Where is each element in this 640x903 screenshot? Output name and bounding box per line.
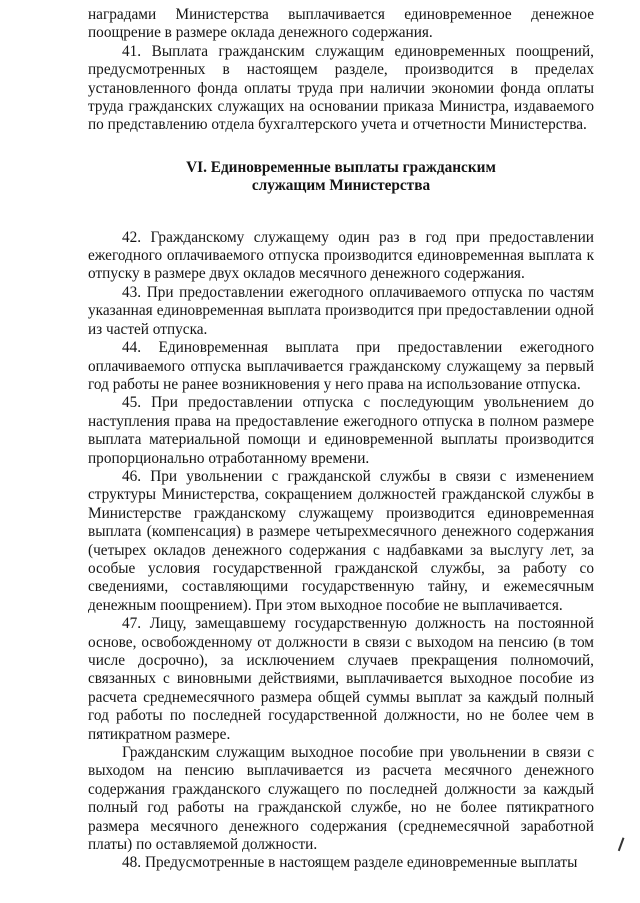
paragraph-47: 47. Лицу, замещавшему государственную должность на постоянной основе, освобожденному от должности в связи с выходом на пенсию (в том числе досрочно), за исключением случаев прекращения полномочий, связанных с виновными действиями, выплачивается выходное пособие из расчета среднемесячного размера общей суммы выплат за каждый полный год работы по последней государственной должности, но не более чем в пятикратном размере.: [88, 615, 594, 743]
paragraph-41: 41. Выплата гражданским служащим единовременных поощрений, предусмотренных в настоящем разделе, производится в пределах установленного фонда оплаты труда при наличии экономии фонда оплаты труда гражданских служащих на основании приказа Министра, издаваемого по представлению отдела бухгалтерского учета и отчетности Министерства.: [88, 42, 594, 134]
section-title-line-1: VI. Единовременные выплаты гражданским: [186, 158, 496, 176]
paragraph-continued: наградами Министерства выплачивается единовременное денежное поощрение в размере оклада денежного содержания.: [88, 6, 594, 42]
paragraph-48: 48. Предусмотренные в настоящем разделе единовременные выплаты: [122, 854, 578, 872]
paragraph-47-continued: Гражданским служащим выходное пособие при увольнении в связи с выходом на пенсию выплачивается из расчета месячного денежного содержания гражданского служащего по последней должности за каждый полный год работы на гражданской службе, но не более пятикратного размера месячного денежного содержания (среднемесячной заработной платы) по оставляемой должности.: [88, 744, 594, 854]
paragraph-44: 44. Единовременная выплата при предоставлении ежегодного оплачиваемого отпуска выплачивается гражданскому служащему за первый год работы не ранее возникновения у него права на использование отпуска.: [88, 339, 594, 393]
paragraph-43: 43. При предоставлении ежегодного оплачиваемого отпуска по частям указанная единовременная выплата производится при предоставлении одной из частей отпуска.: [88, 283, 594, 338]
scan-mark: [618, 837, 628, 852]
paragraph-46: 46. При увольнении с гражданской службы в связи с изменением структуры Министерства, сокращением должностей гражданской службы в Министерстве гражданскому служащему производится единовременная выплата (компенсация) в размере четырехмесячного денежного содержания (четырех окладов денежного содержания с надбавками за выслугу лет, за особые условия государственной гражданской службы, за работу со сведениями, составляющими государственную тайну, и ежемесячным денежным поощрением). При этом выходное пособие не выплачивается.: [88, 467, 594, 614]
paragraph-45: 45. При предоставлении отпуска с последующим увольнением до наступления права на предоставление ежегодного отпуска в полном размере выплата материальной помощи и единовременной выплаты производится пропорционально отработанному времени.: [88, 394, 594, 467]
paragraph-42: 42. Гражданскому служащему один раз в год при предоставлении ежегодного оплачиваемого отпуска производится единовременная выплата к отпуску в размере двух окладов месячного денежного содержания.: [88, 228, 594, 283]
section-title: [88, 159, 594, 196]
section-title-line-2: служащим Министерства: [251, 177, 431, 195]
document-body: [88, 6, 594, 873]
